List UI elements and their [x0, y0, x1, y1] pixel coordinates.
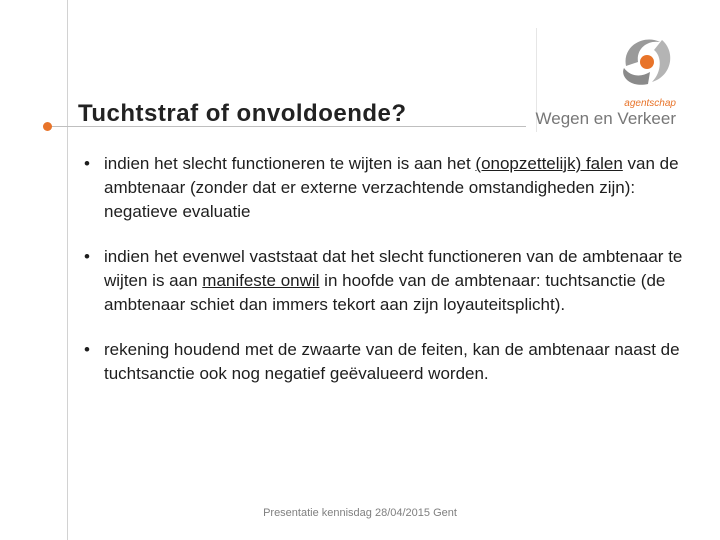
- bullet-text: in hoofde van de ambtenaar: tuchtsanctie (de ambtenaar schiet dan immers tekort aan zijn loyauteitsplicht).: [104, 271, 666, 314]
- bullet-text: van de ambtenaar (zonder dat er externe verzachtende omstandigheden zijn): negatieve evaluatie: [104, 154, 679, 221]
- logo-name: Wegen en Verkeer: [535, 109, 676, 128]
- bullet-text: indien het evenwel vaststaat dat het slecht functioneren van de ambtenaar te wijten is aan: [104, 247, 683, 290]
- bullet-marker: •: [84, 154, 90, 173]
- bullet-item: [84, 245, 684, 317]
- agency-logo: [536, 28, 686, 132]
- bullet-list: [84, 152, 684, 407]
- bullet-marker: •: [84, 340, 90, 359]
- logo-subtitle: agentschap: [624, 98, 676, 109]
- slide-title: Tuchtstraf of onvoldoende?: [78, 100, 407, 127]
- accent-dot: [43, 122, 52, 131]
- bullet-item: [84, 338, 684, 386]
- bullet-item: [84, 152, 684, 224]
- vertical-divider: [67, 0, 68, 540]
- bullet-marker: •: [84, 247, 90, 266]
- underlined-term: manifeste onwil: [202, 271, 320, 290]
- bullet-text: indien het slecht functioneren te wijten is aan het: [104, 154, 476, 173]
- slide-footer: Presentatie kennisdag 28/04/2015 Gent: [263, 507, 457, 519]
- underlined-term: (onopzettelijk) falen: [475, 154, 623, 173]
- swirl-logo-icon: [618, 32, 676, 92]
- bullet-text: rekening houdend met de zwaarte van de feiten, kan de ambtenaar naast de tuchtsanctie ook nog negatief geëvalueerd worden.: [104, 340, 680, 383]
